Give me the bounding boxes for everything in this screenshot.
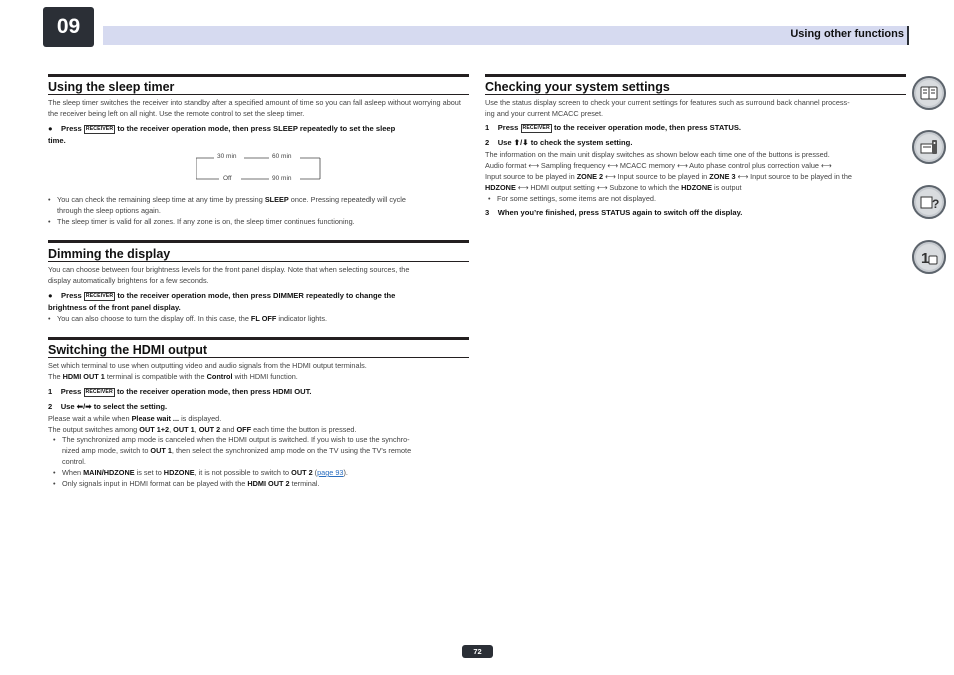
hdmi-step-2: 2 Use ⬅/➡ to select the setting. xyxy=(48,402,168,411)
sleep-option-90: 90 min xyxy=(272,175,292,182)
section-title-hdmi: Switching the HDMI output xyxy=(48,343,208,357)
checking-bullet: • For some settings, some items are not displayed. xyxy=(488,194,656,203)
sleep-bullet-1: • You can check the remaining sleep time at any time by pressing SLEEP once. Pressing repeatedly will cycle through the sleep options again. xyxy=(48,195,406,215)
sleep-cycle-diagram xyxy=(196,150,326,186)
receiver-button-icon: RECEIVER xyxy=(85,389,113,395)
bullet-dot: ● xyxy=(48,124,53,133)
chapter-number: 09 xyxy=(43,7,94,47)
left-right-arrow-icon: ⬅/➡ xyxy=(76,402,92,411)
sleep-option-60: 60 min xyxy=(272,153,292,160)
hdmi-bullet-2: • When MAIN/HDZONE is set to HDZONE, it is not possible to switch to OUT 2 (page 93). xyxy=(53,468,348,477)
svg-text:?: ? xyxy=(932,197,940,211)
section-rule xyxy=(485,74,906,77)
checking-step-1: 1 Press RECEIVER to the receiver operation mode, then press STATUS. xyxy=(485,123,742,132)
dimming-intro: You can choose between four brightness levels for the front panel display. Note that when selecting sources, the display automatically brightens for a few seconds. xyxy=(48,265,410,285)
section-rule xyxy=(48,337,469,340)
sleep-bullet-2: • The sleep timer is valid for all zones. If any zone is on, the sleep timer continues functioning. xyxy=(48,217,355,226)
checking-intro: Use the status display screen to check your current settings for features such as surround back channel process- ing and your current MCACC preset. xyxy=(485,98,850,118)
receiver-remote-icon[interactable] xyxy=(912,130,946,164)
header-bar xyxy=(103,26,909,45)
section-underline xyxy=(48,261,469,262)
svg-text:1: 1 xyxy=(921,250,930,267)
sleep-step: ● Press RECEIVER to the receiver operation mode, then press SLEEP repeatedly to set the sleep time. xyxy=(48,124,396,145)
troubleshooting-icon[interactable] xyxy=(912,185,946,219)
page-link[interactable]: page 93 xyxy=(317,468,344,477)
hdmi-bullet-1: • The synchronized amp mode is canceled when the HDMI output is switched. If you wish to use the synchro- nized amp mode, switch to OUT 1, then select the synchronized amp mode on the TV using the TV's remote control. xyxy=(53,435,412,466)
header-title: Using other functions xyxy=(790,28,904,40)
sleep-option-off: Off xyxy=(223,175,232,182)
section-title-sleep: Using the sleep timer xyxy=(48,80,175,94)
hdmi-intro: Set which terminal to use when outputting video and audio signals from the HDMI output terminals. The HDMI OUT 1 terminal is compatible with the Control with HDMI function. xyxy=(48,361,367,381)
checking-step-3: 3 When you’re finished, press STATUS again to switch off the display. xyxy=(485,208,743,217)
receiver-button-icon: RECEIVER xyxy=(85,126,114,132)
dimming-step: ● Press RECEIVER to the receiver operation mode, then press DIMMER repeatedly to change the brightness of the front panel display. xyxy=(48,291,396,312)
hdmi-bullet-3: • Only signals input in HDMI format can be played with the HDMI OUT 2 terminal. xyxy=(53,479,320,488)
section-rule xyxy=(48,74,469,77)
sleep-option-30: 30 min xyxy=(217,153,237,160)
hdmi-notes: Please wait a while when Please wait ... is displayed. The output switches among OUT 1+2, OUT 1, OUT 2 and OFF each time the button is pressed. xyxy=(48,414,357,434)
checking-sequence: The information on the main unit display switches as shown below each time one of the buttons is pressed. Audio format ⟷ Sampling frequency ⟷ MCACC memory ⟷ Auto phase control plus correction value ⟷ Input source to be played in ZONE 2 ⟷ Input source to be played in ZONE 3 ⟷ Input source to be played in the HDZONE ⟷ HDMI output setting ⟷ Subzone to which the HDZONE is output xyxy=(485,150,852,192)
quick-start-icon[interactable] xyxy=(912,240,946,274)
sleep-intro: The sleep timer switches the receiver into standby after a specified amount of time so you can fall asleep without worrying about the receiver being left on all night. Use the remote control to set the sleep timer. xyxy=(48,98,461,118)
bullet-dot: ● xyxy=(48,291,53,300)
section-underline xyxy=(48,94,469,95)
page-number: 72 xyxy=(462,645,493,658)
receiver-button-icon: RECEIVER xyxy=(522,125,550,131)
section-title-dimming: Dimming the display xyxy=(48,247,171,261)
book-icon[interactable] xyxy=(912,76,946,110)
dimming-bullet: • You can also choose to turn the display off. In this case, the FL OFF indicator lights. xyxy=(48,314,328,323)
section-underline xyxy=(48,357,469,358)
section-underline xyxy=(485,94,906,95)
checking-step-2: 2 Use ⬆/⬇ to check the system setting. xyxy=(485,138,633,147)
section-title-checking: Checking your system settings xyxy=(485,80,670,94)
up-down-arrow-icon: ⬆/⬇ xyxy=(513,138,529,147)
hdmi-step-1: 1 Press RECEIVER to the receiver operation mode, then press HDMI OUT. xyxy=(48,387,312,396)
receiver-button-icon: RECEIVER xyxy=(85,293,114,299)
cycle-lines xyxy=(196,150,326,186)
section-rule xyxy=(48,240,469,243)
